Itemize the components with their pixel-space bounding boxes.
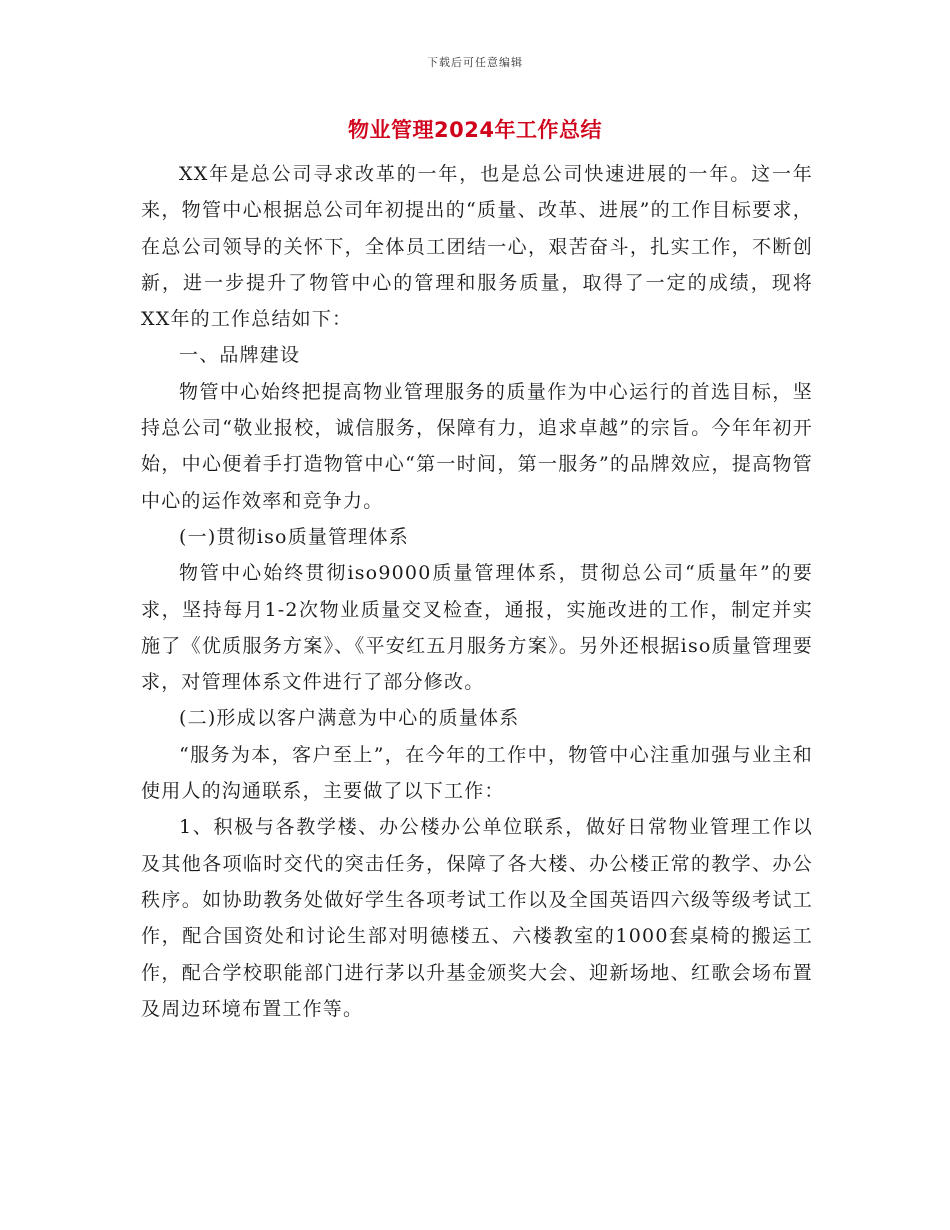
work-item-1-paragraph: 1、积极与各教学楼、办公楼办公单位联系，做好日常物业管理工作以及其他各项临时交代的突击任务，保障了各大楼、办公楼正常的教学、办公秩序。如协助教务处做好学生各项考试工作以及全国英语四六级等级考试工作，配合国资处和讨论生部对明德楼五、六楼教室的1000套桌椅的搬运工作，配合学校职能部门进行茅以升基金颁奖大会、迎新场地、红歌会场布置及周边环境布置工作等。	[141, 816, 813, 1020]
document-body	[141, 156, 813, 1027]
subsection-heading-customer: (二)形成以客户满意为中心的质量体系	[179, 707, 520, 730]
document-title: 物业管理2024年工作总结	[348, 118, 602, 142]
customer-paragraph: “服务为本，客户至上”，在今年的工作中，物管中心注重加强与业主和使用人的沟通联系，主要做了以下工作：	[141, 743, 813, 803]
intro-paragraph: XX年是总公司寻求改革的一年，也是总公司快速进展的一年。这一年来，物管中心根据总公司年初提出的“质量、改革、进展”的工作目标要求，在总公司领导的关怀下，全体员工团结一心，艰苦奋斗，扎实工作，不断创新，进一步提升了物管中心的管理和服务质量，取得了一定的成绩，现将XX年的工作总结如下：	[141, 163, 813, 331]
subsection-heading-iso: (一)贯彻iso质量管理体系	[179, 525, 409, 548]
section-heading-brand: 一、品牌建设	[179, 344, 301, 367]
brand-paragraph: 物管中心始终把提高物业管理服务的质量作为中心运行的首选目标，坚持总公司“敬业报校，诚信服务，保障有力，追求卓越”的宗旨。今年年初开始，中心便着手打造物管中心“第一时间，第一服务”的品牌效应，提高物管中心的运作效率和竞争力。	[141, 380, 813, 512]
iso-paragraph: 物管中心始终贯彻iso9000质量管理体系，贯彻总公司“质量年”的要求，坚持每月1-2次物业质量交叉检查，通报，实施改进的工作，制定并实施了《优质服务方案》、《平安红五月服务方案》。另外还根据iso质量管理要求，对管理体系文件进行了部分修改。	[141, 562, 813, 694]
page-header-note: 下载后可任意编辑	[427, 56, 523, 69]
